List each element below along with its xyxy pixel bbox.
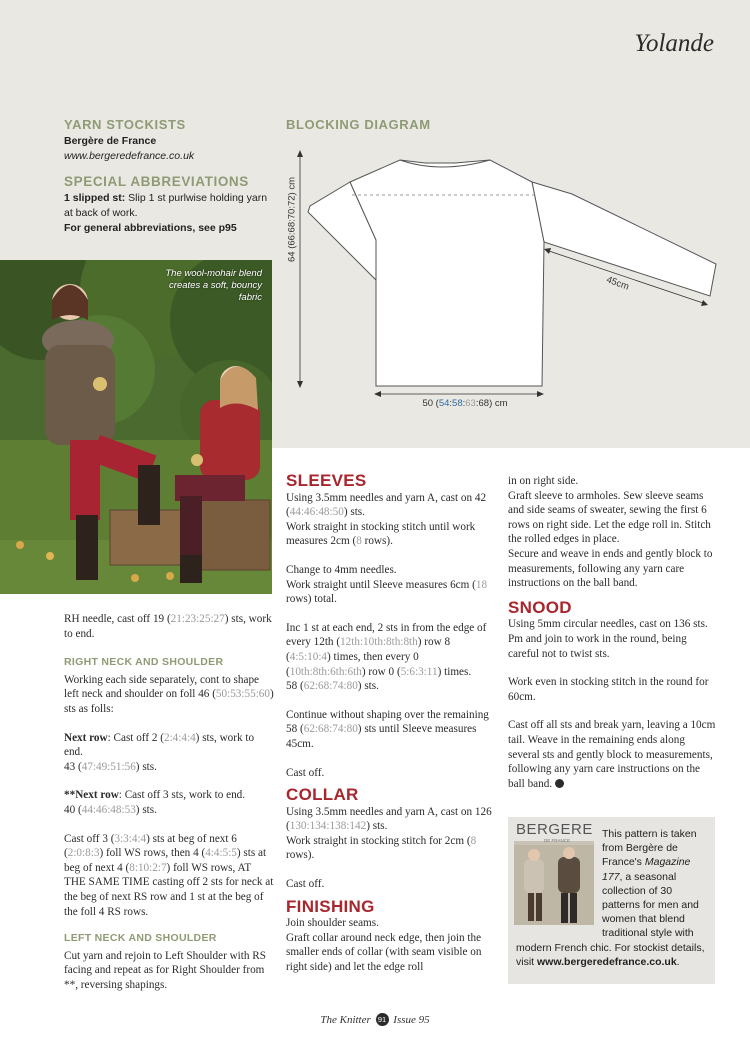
left-neck-heading: LEFT NECK AND SHOULDER xyxy=(64,932,217,945)
finishing-join: Join shoulder seams. xyxy=(286,917,379,930)
width-arrow-left xyxy=(374,391,381,397)
apple-6 xyxy=(191,454,203,466)
width-label-main: 50 ( xyxy=(422,398,439,409)
yarn-brand: Bergère de France xyxy=(64,135,157,147)
snood-heading: SNOOD xyxy=(508,597,572,617)
apple-4 xyxy=(131,574,139,582)
abbreviation-text: Slip 1 st purlwise holding yarn at back of work. xyxy=(64,192,268,219)
width-label-end: ) cm xyxy=(489,398,508,409)
sleeves-change-needles: Change to 4mm needles. xyxy=(286,563,397,576)
right-neck-heading: RIGHT NECK AND SHOULDER xyxy=(64,656,224,669)
magazine-ad xyxy=(508,817,715,984)
sleeves-stitch-count: 58 (62:68:74:80) sts. xyxy=(286,680,379,693)
apple-1 xyxy=(93,377,107,391)
blocking-diagram xyxy=(280,140,740,420)
blocking-diagram-heading: BLOCKING DIAGRAM xyxy=(286,117,431,132)
snood-cast-off: Cast off all sts and break yarn, leaving a 10cm tail. Weave in the remaining ends along several sts and gently block to measurements, following any yarn care instructions on the ball band. xyxy=(508,719,716,790)
yarn-stockists-heading: YARN STOCKISTS xyxy=(64,117,186,132)
left-neck-text: Cut yarn and rejoin to Left Shoulder with RS facing and repeat as for Right Shoulder from **, reversing shapings. xyxy=(64,949,266,991)
collar-heading: COLLAR xyxy=(286,785,359,805)
next-row-2: **Next row: Cast off 3 sts, work to end. xyxy=(64,789,246,802)
sleeve-arrow-end xyxy=(701,300,708,306)
width-size-4: 68 xyxy=(478,398,490,409)
grey-sweater xyxy=(45,345,115,445)
end-mark-icon xyxy=(555,779,564,788)
page-number-badge: 91 xyxy=(376,1013,389,1026)
boot-left-2 xyxy=(138,465,160,525)
boot-left-1 xyxy=(76,515,98,580)
column-2 xyxy=(286,471,492,975)
column-3 xyxy=(508,474,716,791)
page-footer xyxy=(0,1013,750,1026)
height-label: 64 (66:68:70:72) cm xyxy=(286,176,298,263)
footer-issue: Issue 95 xyxy=(393,1014,430,1026)
finishing-block: Secure and weave in ends and gently block to measurements, following any yarn care instructions on the ball band. xyxy=(508,547,713,590)
sleeves-cast-off: Cast off. xyxy=(286,766,325,779)
ad-magazine: Magazine 177 xyxy=(602,856,691,883)
finishing-heading: FINISHING xyxy=(286,896,375,916)
collar-work-straight: Work straight in stocking stitch for 2cm (8 rows). xyxy=(286,834,477,862)
sleeve-arrow-start xyxy=(544,248,551,254)
finishing-graft-sleeve: Graft sleeve to armholes. Sew sleeve seams and side seams of sweater, sewing the first 6 rows on right side. Let the edge roll in. Stitch the rolled edges in place. xyxy=(508,489,711,546)
right-sleeve-shape xyxy=(532,182,716,296)
crate-2 xyxy=(195,500,270,570)
model-photo xyxy=(0,260,272,594)
body-shape xyxy=(350,160,544,386)
collar-cast-on: Using 3.5mm needles and yarn A, cast on 126 (130:134:138:142) sts. xyxy=(286,805,492,833)
abbreviation-term: 1 slipped st: xyxy=(64,192,126,204)
footer-magazine: The Knitter xyxy=(320,1014,371,1026)
width-label xyxy=(380,398,550,409)
height-arrow-top xyxy=(297,150,303,157)
apple-5 xyxy=(166,572,174,580)
photo-caption: The wool-mohair blend creates a soft, bouncy fabric xyxy=(165,268,262,303)
collar-cast-off: Cast off. xyxy=(286,878,325,891)
width-size-1: 54 xyxy=(438,398,450,409)
sleeves-increase: Inc 1 st at each end, 2 sts in from the edge of every 12th (12th:10th:8th:8th) row 8 (4:5:10:4) times, then every 0 (10th:8th:6th:6th) row 0 (5:6:3:11) times. xyxy=(286,621,487,678)
col1-intro: RH needle, cast off 19 (21:23:25:27) sts, work to end. xyxy=(64,613,272,640)
apple-3 xyxy=(46,552,54,560)
snood-cast-on: Using 5mm circular needles, cast on 136 sts. Pm and join to work in the round, being careful not to twist sts. xyxy=(508,618,708,660)
next-row-1: Next row: Cast off 2 (2:4:4:4) sts, work to end. xyxy=(64,731,255,759)
next-row-2-result: 40 (44:46:48:53) sts. xyxy=(64,803,157,816)
width-size-3: 63 xyxy=(465,398,476,409)
column-1 xyxy=(64,612,274,992)
width-sep-3: : xyxy=(475,398,479,409)
right-neck-text: Working each side separately, cont to shape left neck and shoulder on foll 46 (50:53:55:60) sts as folls: xyxy=(64,673,274,715)
photo-illustration xyxy=(0,260,272,594)
sleeve-length-label: 45cm xyxy=(604,274,631,293)
width-size-2: 58 xyxy=(452,398,463,409)
abbreviation-definition xyxy=(64,191,274,221)
ad-url[interactable]: www.bergeredefrance.co.uk xyxy=(537,955,677,968)
ad-text-2: , a seasonal collection of 30 patterns for men and women that blend traditional style with modern French chic. For stockist details, visit xyxy=(516,870,705,968)
page-title: Yolande xyxy=(634,30,714,57)
sleeves-work-straight: Work straight in stocking stitch until work measures 2cm (8 rows). xyxy=(286,520,476,548)
yarn-url[interactable]: www.bergeredefrance.co.uk xyxy=(64,150,195,162)
finishing-graft-collar: Graft collar around neck edge, then join the smaller ends of collar (with seam visible on right side) and let the edge roll xyxy=(286,931,482,974)
boot-right xyxy=(180,555,202,583)
height-arrow-bottom xyxy=(297,381,303,388)
red-sweater xyxy=(200,400,260,480)
ad-text-1: This pattern is taken from Bergère de France's xyxy=(602,828,697,869)
special-abbreviations-heading: SPECIAL ABBREVIATIONS xyxy=(64,174,249,189)
ad-text-end: . xyxy=(676,955,680,968)
snood-work-even: Work even in stocking stitch in the round for 60cm. xyxy=(508,676,709,703)
width-sep-1: : xyxy=(449,398,453,409)
finishing-cont: in on right side. xyxy=(508,475,579,487)
yarn-stockists-section xyxy=(64,117,274,164)
ad-text-wrap xyxy=(516,827,602,927)
width-sep-2: : xyxy=(462,398,466,409)
sleeves-continue: Continue without shaping over the remaining 58 (62:68:74:80) sts until Sleeve measures 45cm. xyxy=(286,708,489,750)
width-arrow-right xyxy=(537,391,544,397)
ad-text xyxy=(516,827,711,969)
cover-brand: BERGERE xyxy=(516,821,593,838)
cast-off-shaping: Cast off 3 (3:3:4:4) sts at beg of next 6 (2:0:8:3) foll WS rows, then 4 (4:4:5:5) sts at beg of next 4 (8:10:2:7) foll WS rows, AT THE SAME TIME casting off 2 sts for neck at the beg of next RS row and 1 st at the beg of the foll 4 RS rows. xyxy=(64,832,274,918)
special-abbreviations-section xyxy=(64,174,274,236)
sleeves-cast-on: Using 3.5mm needles and yarn A, cast on 42 (44:46:48:50) sts. xyxy=(286,491,487,519)
sleeves-heading: SLEEVES xyxy=(286,471,367,490)
sleeves-measure: Work straight until Sleeve measures 6cm (18 rows) total. xyxy=(286,578,488,606)
apple-2 xyxy=(16,541,24,549)
cover-sub: DE FRANCE xyxy=(544,838,571,843)
next-row-1-result: 43 (47:49:51:56) sts. xyxy=(64,760,157,773)
general-abbreviations-note: For general abbreviations, see p95 xyxy=(64,222,237,234)
